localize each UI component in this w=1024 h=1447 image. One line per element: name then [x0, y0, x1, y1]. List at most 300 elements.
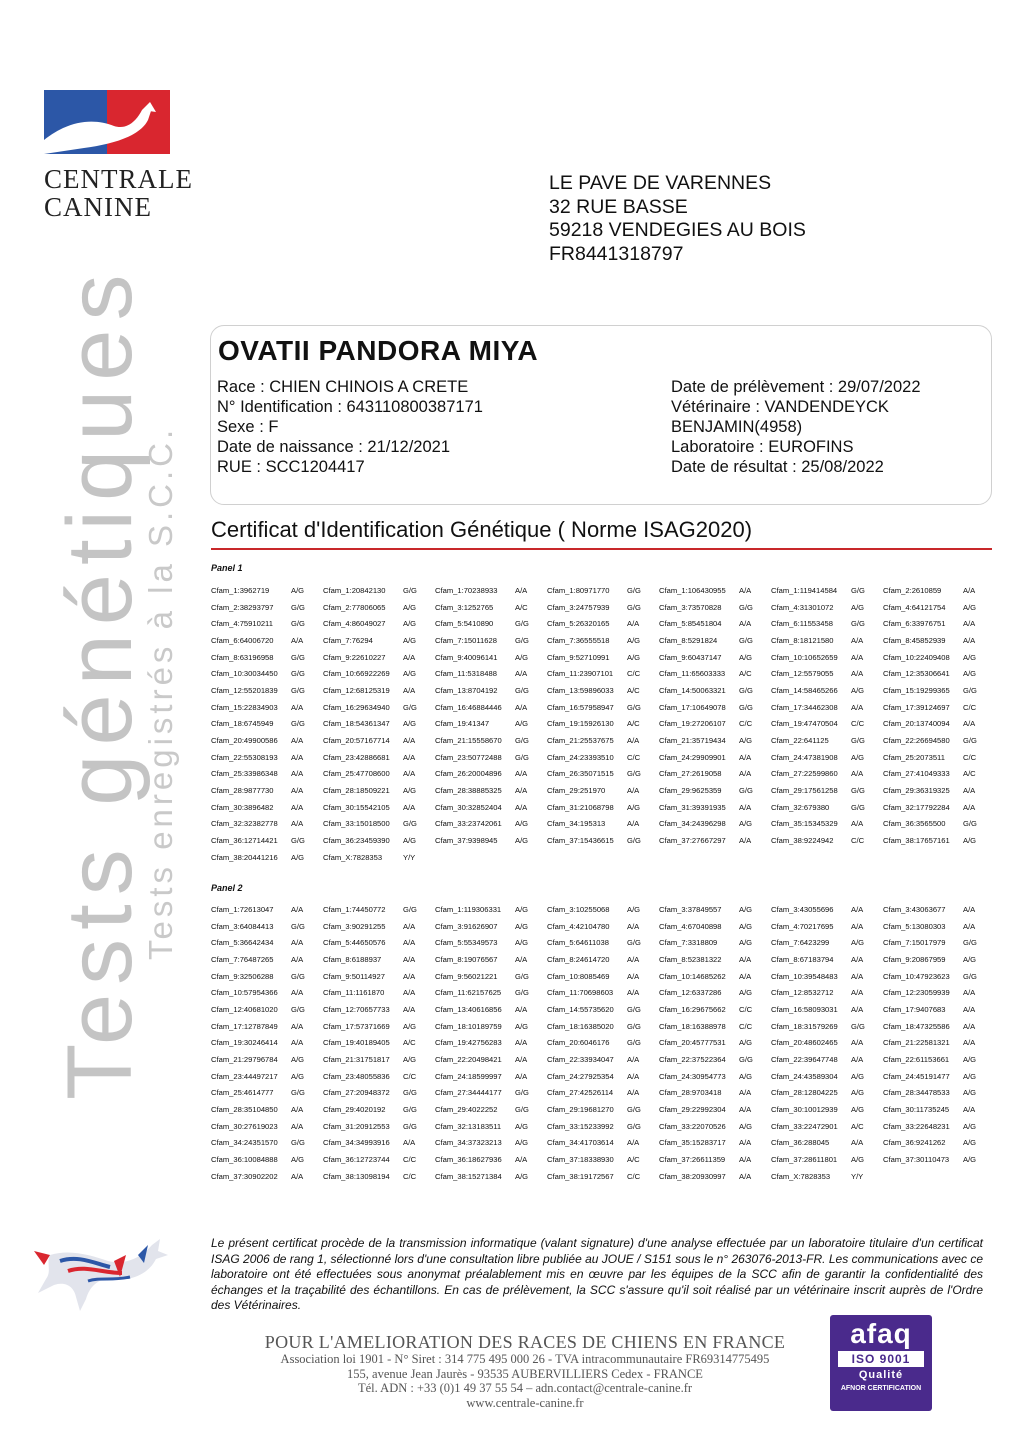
marker-cell	[771, 716, 883, 733]
marker-genotype: G/G	[627, 836, 641, 846]
marker-cell	[659, 832, 771, 849]
marker-genotype: A/A	[851, 702, 864, 712]
marker-genotype: A/A	[851, 971, 864, 981]
marker-genotype: G/G	[739, 702, 753, 712]
marker-locus: Cfam_4:86049027	[323, 619, 386, 629]
marker-genotype: A/A	[627, 1138, 640, 1148]
marker-genotype: G/G	[291, 669, 305, 679]
marker-cell	[771, 649, 883, 666]
marker-cell	[659, 632, 771, 649]
marker-locus: Cfam_36:12714421	[211, 836, 278, 846]
marker-genotype: A/A	[291, 769, 304, 779]
marker-locus: Cfam_8:67183794	[771, 954, 834, 964]
marker-genotype: A/A	[963, 635, 976, 645]
marker-cell	[659, 782, 771, 799]
marker-locus: Cfam_22:55308193	[211, 752, 278, 762]
marker-genotype: A/G	[403, 786, 417, 796]
marker-cell	[435, 951, 547, 968]
marker-genotype: G/G	[739, 602, 753, 612]
marker-genotype: G/G	[627, 938, 641, 948]
marker-cell	[323, 984, 435, 1001]
marker-cell	[883, 749, 995, 766]
marker-genotype: A/A	[627, 988, 640, 998]
marker-cell	[211, 632, 323, 649]
marker-genotype: A/A	[291, 954, 304, 964]
marker-cell	[211, 934, 323, 951]
marker-locus: Cfam_7:6423299	[771, 938, 830, 948]
marker-genotype: A/A	[291, 635, 304, 645]
marker-genotype: Y/Y	[851, 1171, 864, 1181]
marker-locus: Cfam_34:41703614	[547, 1138, 614, 1148]
marker-locus: Cfam_25:2073511	[883, 752, 945, 762]
marker-locus: Cfam_17:57371669	[323, 1021, 390, 1031]
marker-genotype: A/G	[291, 852, 305, 862]
marker-locus: Cfam_11:1161870	[323, 988, 385, 998]
marker-genotype: A/A	[403, 1138, 416, 1148]
marker-cell	[771, 934, 883, 951]
marker-locus: Cfam_12:70657733	[323, 1004, 390, 1014]
marker-genotype: A/A	[291, 802, 304, 812]
marker-locus: Cfam_7:15011628	[435, 635, 497, 645]
logo-line2: CANINE	[44, 192, 152, 222]
marker-genotype: G/G	[627, 769, 641, 779]
marker-genotype: A/A	[403, 802, 416, 812]
marker-locus: Cfam_36:23459390	[323, 836, 390, 846]
marker-genotype: G/G	[291, 602, 305, 612]
marker-genotype: A/C	[963, 769, 976, 779]
marker-cell	[435, 1068, 547, 1085]
marker-cell	[211, 918, 323, 935]
marker-genotype: A/G	[291, 1055, 305, 1065]
marker-cell	[771, 1135, 883, 1152]
marker-locus: Cfam_33:15018500	[323, 819, 390, 829]
marker-genotype: A/A	[851, 819, 864, 829]
marker-cell	[435, 782, 547, 799]
marker-cell	[659, 1168, 771, 1185]
marker-locus: Cfam_7:36555518	[547, 635, 610, 645]
marker-genotype: A/A	[403, 685, 416, 695]
marker-cell	[435, 766, 547, 783]
marker-locus: Cfam_5:5410890	[435, 619, 494, 629]
marker-locus: Cfam_30:10012939	[771, 1105, 838, 1115]
marker-genotype: A/G	[851, 685, 865, 695]
marker-genotype: A/A	[963, 802, 976, 812]
marker-cell	[771, 782, 883, 799]
marker-locus: Cfam_10:47923623	[883, 971, 950, 981]
marker-cell	[547, 699, 659, 716]
marker-cell	[883, 1151, 995, 1168]
marker-locus: Cfam_22:20498421	[435, 1055, 502, 1065]
marker-cell	[211, 832, 323, 849]
marker-cell	[883, 1101, 995, 1118]
marker-genotype: G/G	[291, 836, 305, 846]
marker-locus: Cfam_38:13098194	[323, 1171, 390, 1181]
marker-cell	[659, 984, 771, 1001]
marker-cell	[659, 716, 771, 733]
dog-race: Race : CHIEN CHINOIS A CRETE	[217, 378, 469, 396]
dog-name: OVATII PANDORA MIYA	[218, 335, 539, 366]
marker-cell	[547, 984, 659, 1001]
marker-locus: Cfam_18:10189759	[435, 1021, 502, 1031]
marker-genotype: G/G	[515, 1088, 529, 1098]
marker-genotype: A/G	[403, 719, 417, 729]
marker-cell	[323, 816, 435, 833]
marker-genotype: G/G	[291, 1004, 305, 1014]
marker-locus: Cfam_30:3896482	[211, 802, 274, 812]
marker-locus: Cfam_12:6337286	[659, 988, 722, 998]
marker-genotype: A/C	[627, 719, 640, 729]
marker-genotype: A/G	[403, 1055, 417, 1065]
marker-cell	[659, 934, 771, 951]
marker-genotype: A/G	[291, 1071, 305, 1081]
marker-genotype: A/A	[291, 1121, 304, 1131]
marker-genotype: A/A	[291, 1038, 304, 1048]
marker-cell	[771, 1085, 883, 1102]
marker-genotype: G/G	[515, 988, 529, 998]
marker-genotype: A/G	[403, 619, 417, 629]
marker-genotype: A/G	[739, 736, 753, 746]
marker-cell	[547, 1001, 659, 1018]
marker-cell	[323, 1118, 435, 1135]
panel1-title: Panel 1	[211, 563, 243, 573]
marker-locus: Cfam_24:47381908	[771, 752, 838, 762]
marker-cell	[323, 699, 435, 716]
marker-genotype: A/A	[291, 702, 304, 712]
marker-genotype: G/G	[739, 1055, 753, 1065]
marker-locus: Cfam_27:20948372	[323, 1088, 390, 1098]
marker-locus: Cfam_13:8704192	[435, 685, 498, 695]
marker-locus: Cfam_16:46884446	[435, 702, 502, 712]
marker-cell	[771, 1068, 883, 1085]
marker-locus: Cfam_19:42756283	[435, 1038, 502, 1048]
marker-cell	[659, 951, 771, 968]
marker-locus: Cfam_34:34993916	[323, 1138, 390, 1148]
marker-locus: Cfam_10:30034450	[211, 669, 278, 679]
marker-cell	[883, 1018, 995, 1035]
marker-locus: Cfam_1:119306331	[435, 904, 502, 914]
marker-locus: Cfam_9:50114927	[323, 971, 385, 981]
marker-locus: Cfam_18:31579269	[771, 1021, 838, 1031]
marker-cell	[771, 732, 883, 749]
marker-genotype: A/A	[851, 1138, 864, 1148]
marker-genotype: A/A	[403, 652, 416, 662]
marker-genotype: G/G	[515, 635, 529, 645]
marker-genotype: A/G	[851, 602, 865, 612]
marker-cell	[547, 1068, 659, 1085]
marker-locus: Cfam_4:42104780	[547, 921, 610, 931]
marker-cell	[659, 1101, 771, 1118]
marker-cell	[547, 934, 659, 951]
marker-cell	[883, 615, 995, 632]
marker-cell	[211, 716, 323, 733]
sample-date: Date de prélèvement : 29/07/2022	[671, 378, 921, 396]
afaq-iso-badge	[830, 1315, 932, 1411]
marker-locus: Cfam_5:55349573	[435, 938, 498, 948]
marker-cell	[883, 1035, 995, 1052]
marker-genotype: A/G	[851, 938, 865, 948]
address-line: 32 RUE BASSE	[549, 195, 688, 218]
marker-locus: Cfam_9:60437147	[659, 652, 722, 662]
marker-locus: Cfam_12:5579055	[771, 669, 834, 679]
marker-genotype: A/A	[963, 719, 976, 729]
marker-locus: Cfam_19:27206107	[659, 719, 726, 729]
marker-genotype: G/G	[963, 971, 977, 981]
marker-cell	[547, 1135, 659, 1152]
marker-locus: Cfam_19:30246414	[211, 1038, 278, 1048]
marker-genotype: G/G	[515, 971, 529, 981]
marker-cell	[771, 951, 883, 968]
marker-locus: Cfam_38:19172567	[547, 1171, 614, 1181]
marker-cell	[323, 951, 435, 968]
marker-genotype: A/A	[291, 938, 304, 948]
marker-locus: Cfam_3:43063677	[883, 904, 946, 914]
marker-genotype: A/A	[515, 1004, 528, 1014]
marker-genotype: A/G	[515, 1138, 529, 1148]
marker-genotype: A/A	[403, 769, 416, 779]
marker-locus: Cfam_5:85451804	[659, 619, 722, 629]
marker-genotype: A/A	[739, 1105, 752, 1115]
marker-cell	[435, 1168, 547, 1185]
marker-cell	[435, 732, 547, 749]
marker-locus: Cfam_8:5291824	[659, 635, 718, 645]
marker-genotype: A/A	[515, 702, 528, 712]
marker-genotype: A/G	[627, 635, 641, 645]
marker-cell	[435, 1151, 547, 1168]
marker-locus: Cfam_20:45777531	[659, 1038, 726, 1048]
marker-cell	[211, 599, 323, 616]
marker-cell	[435, 1135, 547, 1152]
centrale-canine-logo	[44, 90, 193, 222]
marker-genotype: A/A	[291, 1021, 304, 1031]
marker-cell	[547, 766, 659, 783]
marker-locus: Cfam_19:47470504	[771, 719, 838, 729]
marker-locus: Cfam_6:11553458	[771, 619, 833, 629]
marker-cell	[211, 766, 323, 783]
marker-locus: Cfam_24:45191477	[883, 1071, 950, 1081]
marker-cell	[211, 1085, 323, 1102]
marker-locus: Cfam_12:40681020	[211, 1004, 278, 1014]
marker-cell	[659, 582, 771, 599]
marker-genotype: A/A	[515, 786, 528, 796]
marker-genotype: C/C	[403, 1155, 417, 1165]
marker-genotype: A/C	[403, 1038, 416, 1048]
marker-locus: Cfam_28:38885325	[435, 786, 502, 796]
marker-genotype: A/A	[291, 1105, 304, 1115]
dog-flag-icon	[44, 90, 170, 154]
marker-genotype: A/G	[515, 652, 529, 662]
footer-line: 155, avenue Jean Jaurès - 93535 AUBERVILLIERS Cedex - FRANCE	[347, 1366, 703, 1381]
marker-genotype: G/G	[291, 921, 305, 931]
marker-cell	[547, 1168, 659, 1185]
marker-locus: Cfam_19:15926130	[547, 719, 614, 729]
marker-genotype: A/A	[515, 1038, 528, 1048]
marker-locus: Cfam_2:38293797	[211, 602, 274, 612]
marker-genotype: A/A	[963, 1021, 976, 1031]
marker-cell	[547, 615, 659, 632]
marker-locus: Cfam_20:48602465	[771, 1038, 838, 1048]
marker-locus: Cfam_20:57167714	[323, 736, 390, 746]
marker-cell	[211, 816, 323, 833]
marker-locus: Cfam_25:4614777	[211, 1088, 274, 1098]
marker-genotype: A/C	[851, 1121, 864, 1131]
marker-locus: Cfam_24:30954773	[659, 1071, 726, 1081]
marker-genotype: G/G	[627, 1004, 641, 1014]
marker-cell	[211, 901, 323, 918]
logo-text	[44, 164, 193, 222]
marker-locus: Cfam_36:10084888	[211, 1155, 278, 1165]
marker-cell	[323, 682, 435, 699]
marker-locus: Cfam_19:41347	[435, 719, 490, 729]
marker-locus: Cfam_3:64084413	[211, 921, 274, 931]
marker-genotype: C/C	[739, 719, 753, 729]
marker-locus: Cfam_35:15345329	[771, 819, 838, 829]
marker-cell	[771, 832, 883, 849]
marker-genotype: A/G	[291, 1155, 305, 1165]
marker-genotype: A/A	[515, 1155, 528, 1165]
marker-locus: Cfam_27:41049333	[883, 769, 950, 779]
marker-genotype: A/A	[739, 585, 752, 595]
marker-genotype: A/A	[963, 1105, 976, 1115]
marker-locus: Cfam_30:27619023	[211, 1121, 278, 1131]
marker-genotype: A/A	[403, 736, 416, 746]
marker-locus: Cfam_31:39391935	[659, 802, 726, 812]
marker-genotype: G/G	[403, 904, 417, 914]
marker-genotype: A/G	[627, 802, 641, 812]
marker-locus: Cfam_23:42886681	[323, 752, 390, 762]
dog-info-left	[217, 377, 483, 477]
marker-genotype: A/A	[291, 988, 304, 998]
marker-locus: Cfam_21:22581321	[883, 1038, 950, 1048]
marker-cell	[883, 799, 995, 816]
marker-cell	[547, 599, 659, 616]
marker-cell	[547, 682, 659, 699]
marker-genotype: A/A	[403, 1004, 416, 1014]
marker-locus: Cfam_17:12787849	[211, 1021, 278, 1031]
marker-locus: Cfam_24:27925354	[547, 1071, 614, 1081]
marker-locus: Cfam_25:33986348	[211, 769, 278, 779]
marker-cell	[547, 1151, 659, 1168]
marker-cell	[547, 1118, 659, 1135]
marker-locus: Cfam_10:22409408	[883, 652, 950, 662]
owner-address	[549, 172, 806, 266]
marker-locus: Cfam_36:18627936	[435, 1155, 502, 1165]
marker-locus: Cfam_15:19299365	[883, 685, 950, 695]
marker-cell	[659, 649, 771, 666]
marker-locus: Cfam_37:18338930	[547, 1155, 614, 1165]
marker-cell	[771, 1001, 883, 1018]
marker-cell	[211, 1001, 323, 1018]
marker-cell	[547, 716, 659, 733]
marker-genotype: A/A	[291, 819, 304, 829]
marker-locus: Cfam_27:42526114	[547, 1088, 614, 1098]
marker-cell	[547, 816, 659, 833]
marker-locus: Cfam_30:11735245	[883, 1105, 950, 1115]
marker-cell	[659, 665, 771, 682]
marker-cell	[435, 1118, 547, 1135]
marker-locus: Cfam_27:2619058	[659, 769, 722, 779]
marker-genotype: A/A	[739, 619, 752, 629]
marker-locus: Cfam_37:27667297	[659, 836, 726, 846]
marker-cell	[323, 799, 435, 816]
marker-cell	[547, 1035, 659, 1052]
marker-genotype: C/C	[963, 752, 977, 762]
marker-locus: Cfam_20:6046176	[547, 1038, 610, 1048]
marker-cell	[771, 1035, 883, 1052]
marker-locus: Cfam_11:65603333	[659, 669, 726, 679]
marker-genotype: A/A	[515, 1071, 528, 1081]
marker-cell	[883, 934, 995, 951]
marker-cell	[323, 1135, 435, 1152]
marker-cell	[547, 1018, 659, 1035]
marker-genotype: A/A	[515, 954, 528, 964]
marker-cell	[771, 1101, 883, 1118]
marker-genotype: A/G	[963, 669, 977, 679]
marker-genotype: A/A	[851, 652, 864, 662]
marker-genotype: A/A	[627, 786, 640, 796]
marker-cell	[771, 1118, 883, 1135]
marker-locus: Cfam_32:17792284	[883, 802, 950, 812]
marker-cell	[211, 968, 323, 985]
marker-locus: Cfam_21:25537675	[547, 736, 614, 746]
marker-cell	[771, 918, 883, 935]
marker-locus: Cfam_3:90291255	[323, 921, 386, 931]
marker-locus: Cfam_38:9224942	[771, 836, 834, 846]
marker-locus: Cfam_4:31301072	[771, 602, 834, 612]
marker-locus: Cfam_10:57954366	[211, 988, 278, 998]
marker-locus: Cfam_14:58465266	[771, 685, 838, 695]
marker-cell	[771, 901, 883, 918]
marker-genotype: A/A	[739, 1088, 752, 1098]
marker-genotype: A/G	[291, 585, 305, 595]
marker-genotype: A/C	[739, 669, 752, 679]
marker-locus: Cfam_10:14685262	[659, 971, 726, 981]
marker-cell	[323, 918, 435, 935]
marker-genotype: A/G	[403, 602, 417, 612]
marker-locus: Cfam_30:32852404	[435, 802, 502, 812]
marker-cell	[547, 649, 659, 666]
marker-genotype: G/G	[403, 1105, 417, 1115]
marker-locus: Cfam_10:8085469	[547, 971, 610, 981]
marker-locus: Cfam_7:76487265	[211, 954, 274, 964]
marker-genotype: A/A	[851, 1004, 864, 1014]
footer-line: Tél. ADN : +33 (0)1 49 37 55 54 – adn.contact@centrale-canine.fr	[357, 1381, 693, 1395]
marker-genotype: C/C	[963, 702, 977, 712]
marker-genotype: A/G	[627, 904, 641, 914]
marker-cell	[211, 1151, 323, 1168]
marker-locus: Cfam_36:288045	[771, 1138, 830, 1148]
marker-cell	[659, 599, 771, 616]
marker-genotype: G/G	[627, 1121, 641, 1131]
marker-genotype: A/G	[963, 1155, 977, 1165]
marker-locus: Cfam_31:21068798	[547, 802, 614, 812]
marker-locus: Cfam_3:37849557	[659, 904, 722, 914]
marker-genotype: A/A	[291, 904, 304, 914]
marker-locus: Cfam_37:28611801	[771, 1155, 838, 1165]
marker-genotype: G/G	[515, 752, 529, 762]
marker-cell	[323, 1085, 435, 1102]
marker-locus: Cfam_21:29796784	[211, 1055, 278, 1065]
marker-genotype: C/C	[739, 1021, 753, 1031]
marker-genotype: G/G	[291, 619, 305, 629]
marker-cell	[883, 632, 995, 649]
marker-cell	[883, 951, 995, 968]
marker-cell	[323, 1051, 435, 1068]
marker-locus: Cfam_29:9625359	[659, 786, 722, 796]
marker-cell	[659, 749, 771, 766]
marker-cell	[435, 799, 547, 816]
marker-cell	[211, 1168, 323, 1185]
marker-cell	[323, 766, 435, 783]
